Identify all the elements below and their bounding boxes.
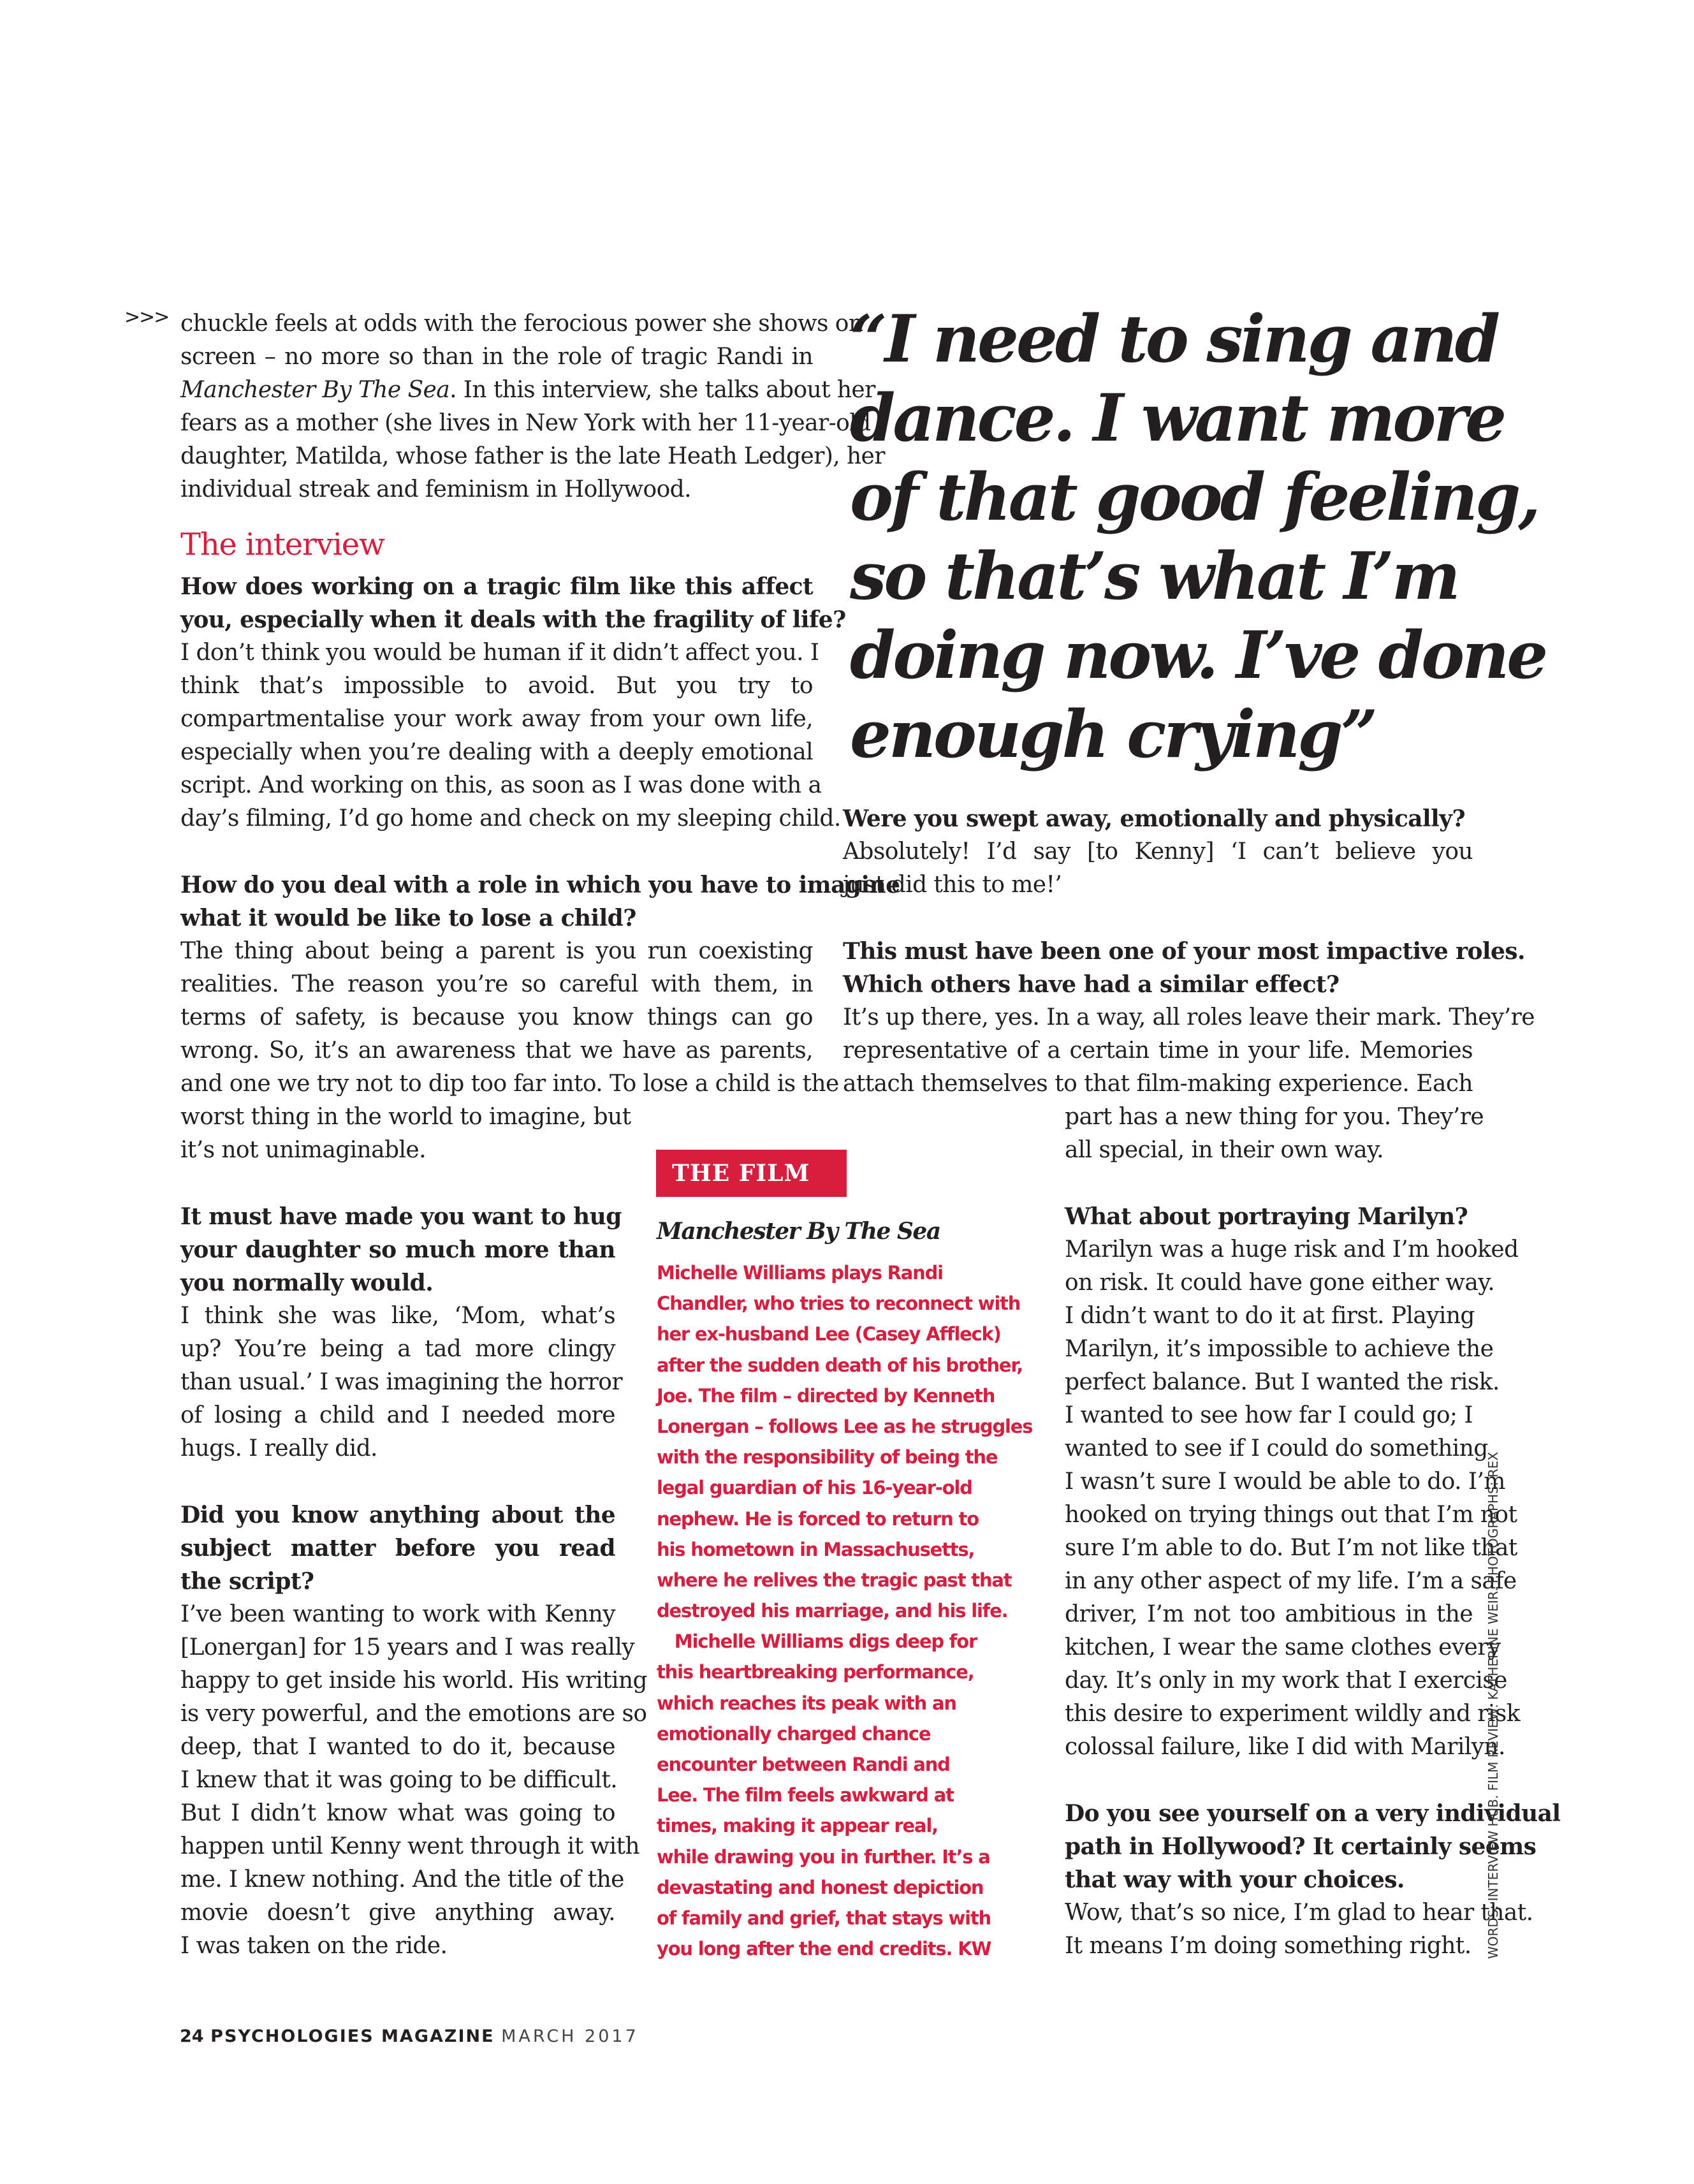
film-review-line: after the sudden death of his brother, [657,1354,1023,1376]
pull-quote-line: dance. I want more [850,380,1505,457]
answer-line: It’s up there, yes. In a way, all roles leave their mark. They’re [843,1004,1535,1030]
answer-line: I wanted to see how far I could go; I [1065,1402,1473,1428]
film-review [657,1257,1033,1964]
answer-line: happy to get inside his world. His writing [180,1667,647,1694]
continuation-arrows-icon: >>> [124,306,169,328]
issue-date: MARCH 2017 [501,2026,639,2046]
film-review-line: with the responsibility of being the [657,1446,998,1469]
pull-quote-line: doing now. I’ve done [850,617,1546,694]
pull-quote-line: “I need to sing and [850,301,1498,377]
film-review-line: Lonergan – follows Lee as he struggles [657,1415,1033,1437]
film-review-line: legal guardian of his 16-year-old [657,1477,972,1499]
left-column-upper [180,570,900,1167]
qa-block [180,570,846,835]
answer-line: I knew that it was going to be difficult. [180,1767,618,1793]
answer-line: I don’t think you would be human if it didn’t affect you. I [180,640,819,666]
question-line: What about portraying Marilyn? [1065,1203,1468,1230]
intro-line: chuckle feels at odds with the ferocious power she shows on [180,311,863,337]
question-line: How does working on a tragic film like this affect [180,573,813,600]
question-line: This must have been one of your most impactive roles. [843,938,1525,965]
answer-line: [Lonergan] for 15 years and I was really [180,1634,634,1660]
answer-line: worst thing in the world to imagine, but [180,1104,631,1130]
film-review-line: nephew. He is forced to return to [657,1507,979,1530]
pull-quote-line: of that good feeling, [850,459,1538,536]
question-line: Do you see yourself on a very individual [1065,1800,1561,1827]
question-line: path in Hollywood? It certainly seems [1065,1833,1537,1860]
answer-line: I didn’t want to do it at first. Playing [1065,1303,1475,1329]
answer-line: this desire to experiment wildly and risk [1065,1701,1520,1727]
pull-quote [850,300,1546,774]
film-review-line: emotionally charged chance [657,1722,931,1745]
answer-line: happen until Kenny went through it with [180,1833,639,1859]
film-review-line-text: you long after the end credits. [657,1938,953,1960]
film-review-line: Chandler, who tries to reconnect with [657,1293,1021,1315]
answer-line: I was taken on the ride. [180,1933,448,1959]
answer-line: I’ve been wanting to work with Kenny [180,1601,615,1627]
answer-line: day’s filming, I’d go home and check on my sleeping child. [180,805,841,832]
answer-line: It means I’m doing something right. [1065,1933,1471,1959]
film-review-line: destroyed his marriage, and his life. [657,1600,1008,1622]
question-line: Were you swept away, emotionally and physically? [843,805,1465,832]
question-line: Did you know anything about the [180,1502,615,1528]
film-review-line: Joe. The film – directed by Kenneth [657,1384,995,1407]
question-line: you normally would. [180,1270,434,1296]
question-line: Which others have had a similar effect? [843,971,1340,998]
answer-line: terms of safety, is because you know things can go [180,1004,813,1030]
film-review-line: where he relives the tragic past that [657,1569,1012,1591]
intro-line: fears as a mother (she lives in New York with her 11-year-old [180,410,871,436]
answer-line: driver, I’m not too ambitious in the [1065,1601,1473,1627]
answer-line: perfect balance. But I wanted the risk. [1065,1369,1500,1395]
film-review-line [657,1933,1026,1964]
question-line: How do you deal with a role in which you have to imagine [180,872,900,898]
film-review-line: Michelle Williams plays Randi [657,1262,943,1284]
answer-line: wanted to see if I could do something [1065,1435,1488,1462]
film-review-line: Lee. The film feels awkward at [657,1784,954,1807]
answer-line: wrong. So, it’s an awareness that we have as parents, [180,1037,813,1064]
intro-line: screen – no more so than in the role of tragic Randi in [180,344,813,370]
film-review-line: Michelle Williams digs deep for [657,1631,977,1653]
film-review-line: devastating and honest depiction [657,1876,984,1898]
intro-line: Manchester By The Sea. In this interview, she talks about her [180,377,875,403]
answer-line: compartmentalise your work away from your own life, [180,706,813,732]
answer-line: up? You’re being a tad more clingy [180,1336,615,1362]
magazine-name: PSYCHOLOGIES MAGAZINE [210,2026,495,2046]
qa-block [843,935,1535,1167]
answer-line: me. I knew nothing. And the title of the [180,1866,624,1893]
question-line: It must have made you want to hug [180,1203,622,1230]
qa-block [1065,1797,1561,1963]
film-review-line: her ex-husband Lee (Casey Affleck) [657,1323,1001,1345]
question-line: what it would be like to lose a child? [180,905,636,932]
answer-line: Marilyn was a huge risk and I’m hooked [1065,1236,1519,1263]
reviewer-initials: KW [958,1938,991,1960]
answer-line: deep, that I wanted to do it, because [180,1734,615,1760]
answer-line: colossal failure, like I did with Marilyn. [1065,1734,1505,1760]
intro-line: daughter, Matilda, whose father is the late Heath Ledger), her [180,443,885,469]
answer-line: kitchen, I wear the same clothes every [1065,1634,1501,1660]
answer-line: Wow, that’s so nice, I’m glad to hear that. [1065,1900,1533,1926]
film-title: Manchester By The Sea [657,1218,940,1245]
qa-block [180,868,900,1167]
film-review-line: this heartbreaking performance, [657,1661,974,1683]
answer-line: all special, in their own way. [1065,1137,1384,1163]
qa-block [180,1499,647,1963]
pull-quote-line: so that’s what I’m [850,538,1458,615]
film-title-inline: Manchester By The Sea [180,377,450,403]
answer-line: think that’s impossible to avoid. But you try to [180,673,813,699]
film-review-line: of family and grief, that stays with [657,1907,991,1929]
answer-line: But I didn’t know what was going to [180,1800,615,1826]
answer-line: The thing about being a parent is you run coexisting [180,938,813,964]
left-column-lower [180,1200,647,1963]
film-review-line: encounter between Randi and [657,1754,950,1775]
answer-line: attach themselves to that film-making experience. Each [843,1071,1473,1097]
qa-block [180,1200,622,1465]
answer-line: Marilyn, it’s impossible to achieve the [1065,1336,1494,1362]
answer-line: hugs. I really did. [180,1435,377,1462]
answer-line: it’s not unimaginable. [180,1137,426,1163]
answer-line: in any other aspect of my life. I’m a safe [1065,1568,1517,1594]
qa-block [843,802,1473,902]
answer-line: Absolutely! I’d say [to Kenny] ‘I can’t believe you [843,839,1473,865]
answer-line: part has a new thing for you. They’re [1065,1104,1484,1130]
answer-line: especially when you’re dealing with a deeply emotional [180,739,813,765]
answer-line: just did this to me!’ [843,872,1062,898]
answer-line: day. It’s only in my work that I exercise [1065,1667,1507,1694]
film-review-line: while drawing you in further. It’s a [657,1845,990,1868]
answer-line: sure I’m able to do. But I’m not like that [1065,1535,1517,1561]
question-line: your daughter so much more than [180,1236,615,1263]
question-line: subject matter before you read [180,1535,615,1562]
answer-line: of losing a child and I needed more [180,1402,615,1428]
question-line: you, especially when it deals with the fragility of life? [180,606,846,633]
page-number: 24 [180,2026,204,2046]
right-column-upper [843,802,1535,1167]
answer-line: realities. The reason you’re so careful with them, in [180,971,813,997]
answer-line: representative of a certain time in your life. Memories [843,1037,1473,1064]
pull-quote-line: enough crying” [850,696,1376,773]
section-heading: The interview [180,527,384,562]
intro-paragraph [180,307,885,506]
answer-line: I think she was like, ‘Mom, what’s [180,1303,615,1329]
answer-line: script. And working on this, as soon as I was done with a [180,772,822,798]
film-review-line: his hometown in Massachusetts, [657,1538,975,1560]
film-section-tag: THE FILM [656,1150,847,1197]
answer-line: than usual.’ I was imagining the horror [180,1369,622,1395]
answer-line: hooked on trying things out that I’m not [1065,1502,1517,1528]
film-review-line: which reaches its peak with an [657,1692,956,1714]
answer-line: and one we try not to dip too far into. To lose a child is the [180,1071,839,1097]
page-footer [180,2026,639,2046]
film-review-line: times, making it appear real, [657,1815,938,1837]
question-line: the script? [180,1568,314,1595]
answer-line: on risk. It could have gone either way. [1065,1270,1495,1296]
answer-line: movie doesn’t give anything away. [180,1900,615,1926]
question-line: that way with your choices. [1065,1866,1405,1893]
credits: WORDS: INTERVIEW HUB. FILM REVIEW: KATHERINE WEIR. PHOTOGRAPHS: REX [1486,1451,1501,1959]
answer-line: is very powerful, and the emotions are so [180,1701,647,1727]
intro-line: individual streak and feminism in Hollywood. [180,476,691,502]
answer-line: I wasn’t sure I would be able to do. I’m [1065,1469,1505,1495]
